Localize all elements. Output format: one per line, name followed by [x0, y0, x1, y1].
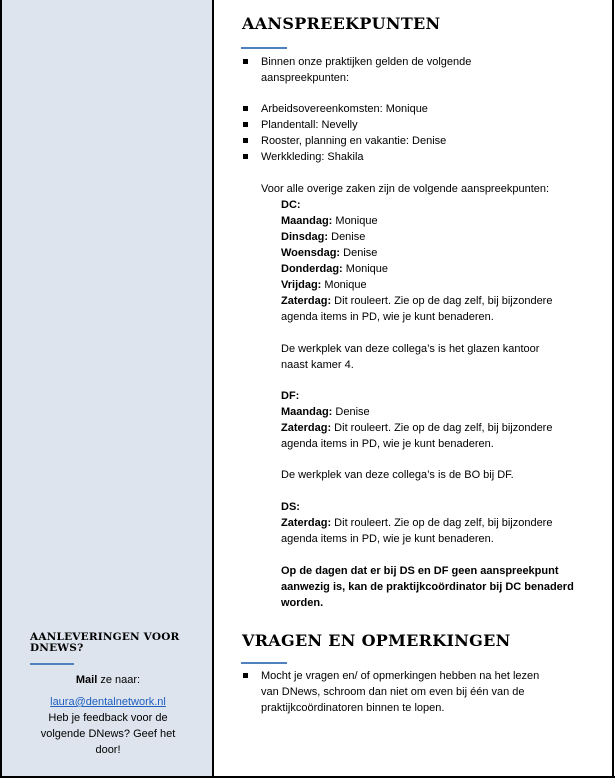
email-line [2, 694, 214, 710]
df-saturday: Zaterdag: Dit rouleert. Zie op de dag zelf, bij bijzondere [281, 422, 553, 434]
sidebar [0, 0, 214, 776]
bullet-marker [243, 138, 248, 143]
dc-row: Vrijdag: Monique [281, 279, 367, 291]
questions-line1: Mocht je vragen en/ of opmerkingen hebben na het lezen [261, 670, 540, 682]
other-intro: Voor alle overige zaken zijn de volgende aanspreekpunten: [261, 183, 550, 195]
bullet-marker [243, 106, 248, 111]
submissions-heading-line2: DNEWS? [30, 642, 84, 654]
feedback-line2: volgende DNews? Geef het [40, 728, 176, 740]
ds-saturday: Zaterdag: Dit rouleert. Zie op de dag zelf, bij bijzondere [281, 517, 553, 529]
submissions-heading [30, 632, 210, 654]
bullet-item: Arbeidsovereenkomsten: Monique [261, 103, 428, 115]
dc-saturday-line2: agenda items in PD, wie je kunt benaderen. [281, 311, 494, 323]
section-rule-questions [241, 662, 287, 664]
df-saturday-line2: agenda items in PD, wie je kunt benaderen. [281, 438, 494, 450]
bullet-item: Plandentall: Nevelly [261, 119, 358, 131]
dc-label: DC: [281, 199, 301, 211]
feedback-line1: Heb je feedback voor de [48, 712, 168, 724]
ds-label: DS: [281, 501, 300, 513]
section-title-contacts: AANSPREEKPUNTEN [242, 14, 441, 33]
section-rule-contacts [241, 47, 287, 49]
section-title-questions: VRAGEN EN OPMERKINGEN [242, 631, 511, 650]
submissions-heading-line1: AANLEVERINGEN VOOR [30, 631, 180, 643]
intro-line2: aanspreekpunten: [261, 72, 350, 84]
df-label: DF: [281, 390, 300, 402]
bullet-marker [243, 673, 248, 678]
df-row: Maandag: Denise [281, 406, 370, 418]
ds-saturday-line2: agenda items in PD, wie je kunt benaderen. [281, 533, 494, 545]
feedback-line3: door! [95, 744, 121, 756]
dc-saturday: Zaterdag: Dit rouleert. Zie op de dag zelf, bij bijzondere [281, 295, 553, 307]
bullet-marker [243, 154, 248, 159]
intro-line1: Binnen onze praktijken gelden de volgende [261, 56, 472, 68]
bullet-marker [243, 59, 248, 64]
dc-workplace-line1: De werkplek van deze collega’s is het glazen kantoor [281, 343, 540, 355]
mail-rest: ze naar: [97, 674, 141, 686]
df-workplace: De werkplek van deze collega’s is de BO bij DF. [281, 469, 514, 481]
bullet-item: Rooster, planning en vakantie: Denise [261, 135, 447, 147]
dc-row: Dinsdag: Denise [281, 231, 366, 243]
page-border-right [612, 0, 614, 776]
submissions-rule [30, 663, 74, 665]
dc-row: Maandag: Monique [281, 215, 378, 227]
questions-line3: praktijkcoördinatoren binnen te lopen. [261, 702, 445, 714]
mail-line [2, 672, 214, 688]
dc-workplace-line2: naast kamer 4. [281, 359, 354, 371]
bullet-marker [243, 122, 248, 127]
note-line3: worden. [281, 597, 324, 609]
dc-row: Woensdag: Denise [281, 247, 378, 259]
mail-bold: Mail [75, 674, 98, 686]
page-border-bottom [0, 776, 615, 778]
questions-line2: van DNews, schroom dan niet om even bij één van de [261, 686, 525, 698]
note-line2: aanwezig is, kan de praktijkcoördinator bij DC benaderd [281, 581, 574, 593]
email-link[interactable]: laura@dentalnetwork.nl [50, 696, 166, 708]
bullet-item: Werkkleding: Shakila [261, 151, 364, 163]
note-line1: Op de dagen dat er bij DS en DF geen aanspreekpunt [281, 565, 559, 577]
dc-row: Donderdag: Monique [281, 263, 388, 275]
